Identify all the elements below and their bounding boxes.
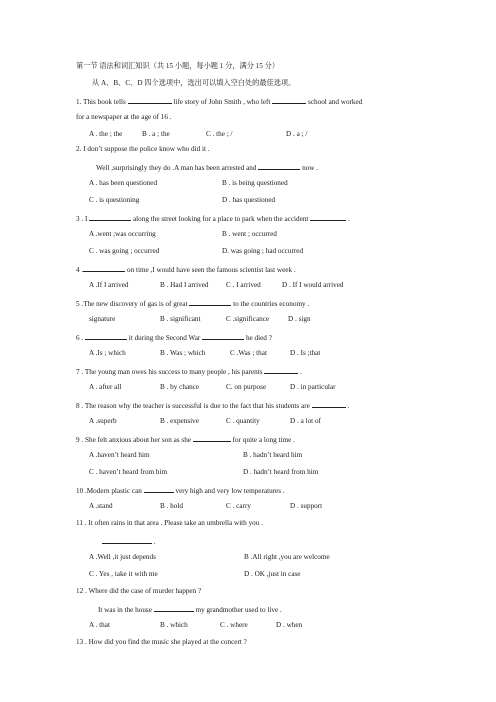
question-11-line-2: . (102, 536, 156, 547)
question-1-line-2: for a newspaper at the age of 16 . (76, 113, 172, 121)
answer-blank (310, 213, 346, 221)
question-11-line-1: 11 . It often rains in that area . Please take an umbrella with you . (76, 519, 263, 527)
question-4-line-1: 4 . on time ,I would have seen the famous scientist last week . (76, 266, 296, 274)
section-title: 第一节 语法和词汇知识（共 15 小题，每小题 1 分，满分 15 分） (76, 62, 280, 70)
option-d[interactable]: D . in particular (290, 383, 336, 391)
option-c[interactable]: C . where (220, 621, 248, 629)
option-a[interactable]: A .went ;was occurring (89, 230, 156, 238)
option-d[interactable]: D. was going ; had occurred (222, 247, 304, 255)
option-b[interactable]: B . a ; the (142, 130, 170, 138)
answer-blank (312, 400, 346, 408)
option-d[interactable]: D . a lot of (290, 417, 321, 425)
option-c[interactable]: C . Yes , take it with me (89, 570, 158, 578)
answer-blank (264, 366, 298, 374)
answer-blank (85, 332, 127, 340)
answer-blank (144, 485, 174, 493)
option-c[interactable]: C .Was ; that (230, 349, 267, 357)
answer-blank (189, 298, 231, 306)
option-c[interactable]: C. on purpose (226, 383, 267, 391)
option-b[interactable]: B . hold (160, 502, 183, 510)
question-7-line-1: 7 . The young man owes his success to many people , his parents . (76, 368, 302, 376)
option-c[interactable]: C . quantity (226, 417, 260, 425)
answer-blank (102, 536, 152, 544)
option-c[interactable]: C . I arrived (226, 281, 261, 289)
question-2-line-1: 2. I don’t suppose the police know who did it . (76, 145, 210, 153)
option-b[interactable]: B . by chance (160, 383, 200, 391)
answer-blank (193, 434, 231, 442)
option-b[interactable]: B .All right ,you are welcome (244, 553, 330, 561)
option-b[interactable]: B . Was ; which (160, 349, 206, 357)
option-d[interactable]: D . hadn’t heard from him (243, 468, 319, 476)
option-a[interactable]: A .If I arrived (89, 281, 129, 289)
option-c[interactable]: C . the ; / (206, 130, 233, 138)
option-b[interactable]: B . Had I arrived (160, 281, 209, 289)
option-a[interactable]: A .Is ; which (89, 349, 126, 357)
option-b[interactable]: B . expensive (160, 417, 199, 425)
option-c[interactable]: C . haven’t heard from him (89, 468, 168, 476)
option-d[interactable]: D . OK ,just in case (244, 570, 301, 578)
option-c[interactable]: C . is questioning (89, 196, 140, 204)
option-c[interactable]: C .significance (226, 315, 270, 323)
option-b[interactable]: B . went ; occurred (222, 230, 277, 238)
option-a[interactable]: A . has been questioned (89, 179, 158, 187)
question-5-line-1: 5 .The new discovery of gas is of great to the countries economy . (76, 300, 310, 308)
option-b[interactable]: B . significant (160, 315, 201, 323)
option-a[interactable]: signature (89, 315, 116, 323)
option-d[interactable]: D . a ; / (286, 130, 308, 138)
option-c[interactable]: C . was going ; occurred (89, 247, 160, 255)
option-b[interactable]: B . is being questioned (222, 179, 288, 187)
option-a[interactable]: A . that (89, 621, 110, 629)
question-12-line-2: It was in the house my grandmother used to live . (98, 606, 282, 614)
option-a[interactable]: A .Well ,it just depends (89, 553, 156, 561)
question-12-line-1: 12 . Where did the case of murder happen ? (76, 587, 202, 595)
answer-blank (272, 96, 306, 104)
question-6-line-1: 6 . it during the Second War he died ? (76, 334, 272, 342)
option-a[interactable]: A .superb (89, 417, 117, 425)
answer-blank (83, 264, 125, 272)
question-8-line-1: 8 . The reason why the teacher is successful is due to the fact that his students are . (76, 402, 350, 410)
option-a[interactable]: A . after all (89, 383, 122, 391)
question-2-line-2: Well ,surprisingly they do .A man has been arrested and now . (96, 164, 319, 172)
question-3-line-1: 3 . I along the street looking for a place to park when the accident . (76, 215, 350, 223)
question-10-line-1: 10 .Modern plastic can very high and very low temperatures . (76, 487, 285, 495)
question-13-line-1: 13 . How did you find the music she played at the concert ? (76, 638, 247, 646)
option-d[interactable]: D . when (276, 621, 303, 629)
answer-blank (128, 96, 172, 104)
answer-blank (154, 604, 194, 612)
answer-blank (202, 332, 244, 340)
option-a[interactable]: A .haven’t heard him (89, 451, 150, 459)
option-d[interactable]: D . If I would arrived (282, 281, 344, 289)
option-a[interactable]: A . the ; the (89, 130, 123, 138)
question-1-line-1: 1. This book tells life story of John Smith , who left school and worked (76, 98, 363, 106)
option-c[interactable]: C . carry (226, 502, 251, 510)
question-9-line-1: 9 . She felt anxious about her son as she for quite a long time . (76, 436, 295, 444)
option-d[interactable]: D . Is ;that (290, 349, 321, 357)
option-a[interactable]: A .stand (89, 502, 113, 510)
answer-blank (258, 162, 300, 170)
option-d[interactable]: D . has questioned (222, 196, 276, 204)
answer-blank (89, 213, 131, 221)
option-b[interactable]: B . which (160, 621, 188, 629)
option-d[interactable]: D . support (290, 502, 323, 510)
option-b[interactable]: B . hadn’t heard him (243, 451, 303, 459)
section-instruction: 从 A、B、C、D 四个选项中，选出可以填入空白处的最佳选项。 (92, 79, 296, 87)
option-d[interactable]: D . sign (288, 315, 311, 323)
